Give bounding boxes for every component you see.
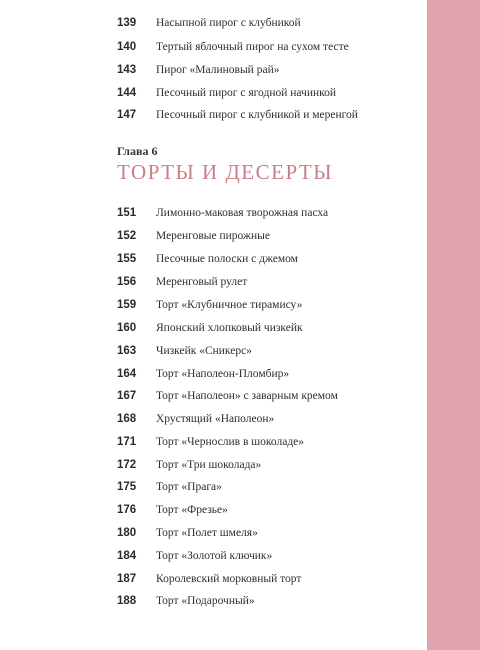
recipe-title: Торт «Чернослив в шоколаде»: [156, 436, 305, 448]
recipe-title: Лимонно-маковая творожная пасха: [156, 207, 329, 219]
page-number: 167: [117, 390, 137, 402]
recipe-title: Меренговый рулет: [156, 276, 248, 288]
toc-entry[interactable]: [117, 364, 289, 382]
recipe-title: Торт «Золотой ключик»: [156, 550, 273, 562]
recipe-title: Насыпной пирог с клубникой: [156, 17, 301, 29]
page-number: 144: [117, 87, 137, 99]
toc-entry[interactable]: [117, 455, 261, 473]
toc-entry[interactable]: [117, 546, 272, 564]
page-number: 155: [117, 253, 137, 265]
recipe-title: Торт «Наполеон-Пломбир»: [156, 368, 290, 380]
recipe-title: Песочный пирог с ягодной начинкой: [156, 87, 337, 99]
toc-entry[interactable]: [117, 318, 303, 336]
toc-entry[interactable]: [117, 523, 258, 541]
toc-entry[interactable]: [117, 249, 298, 267]
page-number: 172: [117, 459, 137, 471]
page-number: 176: [117, 504, 137, 516]
page-number: 159: [117, 299, 137, 311]
recipe-title: Песочный пирог с клубникой и меренгой: [156, 109, 358, 121]
recipe-title: Торт «Фрезье»: [156, 504, 228, 516]
toc-entry[interactable]: [117, 13, 301, 31]
page-number: 140: [117, 41, 137, 53]
page-number: 184: [117, 550, 137, 562]
toc-entry[interactable]: [117, 591, 255, 609]
recipe-title: Торт «Полет шмеля»: [156, 527, 258, 539]
toc-entry[interactable]: [117, 409, 274, 427]
page-number: 160: [117, 322, 137, 334]
page-number: 180: [117, 527, 137, 539]
toc-entry[interactable]: [117, 295, 302, 313]
pink-side-band: [427, 0, 480, 650]
page-number: 171: [117, 436, 137, 448]
recipe-title: Японский хлопковый чизкейк: [156, 322, 303, 334]
page-number: 188: [117, 595, 137, 607]
page-number: 139: [117, 17, 137, 29]
toc-entry[interactable]: [117, 432, 304, 450]
toc-entry[interactable]: [117, 105, 358, 123]
recipe-title: Тертый яблочный пирог на сухом тесте: [156, 41, 349, 53]
page-number: 163: [117, 345, 137, 357]
recipe-title: Хрустящий «Наполеон»: [156, 413, 275, 425]
page-number: 156: [117, 276, 137, 288]
page-number: 168: [117, 413, 137, 425]
recipe-title: Торт «Три шоколада»: [156, 459, 262, 471]
recipe-title: Песочные полоски с джемом: [156, 253, 298, 265]
page-number: 143: [117, 64, 137, 76]
recipe-title: Торт «Подарочный»: [156, 595, 255, 607]
page-number: 147: [117, 109, 137, 121]
toc-entry[interactable]: [117, 386, 338, 404]
toc-entry[interactable]: [117, 203, 328, 221]
toc-entry[interactable]: [117, 341, 252, 359]
toc-entry[interactable]: [117, 569, 301, 587]
recipe-title: Меренговые пирожные: [156, 230, 270, 242]
page-number: 152: [117, 230, 137, 242]
toc-entry[interactable]: [117, 477, 222, 495]
page-number: 151: [117, 207, 137, 219]
toc-entry[interactable]: [117, 60, 279, 78]
toc-entry[interactable]: [117, 272, 247, 290]
chapter-title: ТОРТЫ И ДЕСЕРТЫ: [117, 160, 334, 184]
recipe-title: Пирог «Малиновый рай»: [156, 64, 280, 76]
recipe-title: Торт «Клубничное тирамису»: [156, 299, 303, 311]
page-number: 187: [117, 573, 137, 585]
page-number: 164: [117, 368, 137, 380]
chapter-label: Глава 6: [117, 144, 158, 158]
toc-entry[interactable]: [117, 37, 349, 55]
toc-entry[interactable]: [117, 226, 270, 244]
recipe-title: Торт «Прага»: [156, 481, 222, 493]
recipe-title: Торт «Наполеон» с заварным кремом: [156, 390, 338, 402]
recipe-title: Чизкейк «Сникерс»: [156, 345, 252, 357]
recipe-title: Королевский морковный торт: [156, 573, 302, 585]
toc-entry[interactable]: [117, 500, 228, 518]
page-number: 175: [117, 481, 137, 493]
toc-entry[interactable]: [117, 83, 336, 101]
